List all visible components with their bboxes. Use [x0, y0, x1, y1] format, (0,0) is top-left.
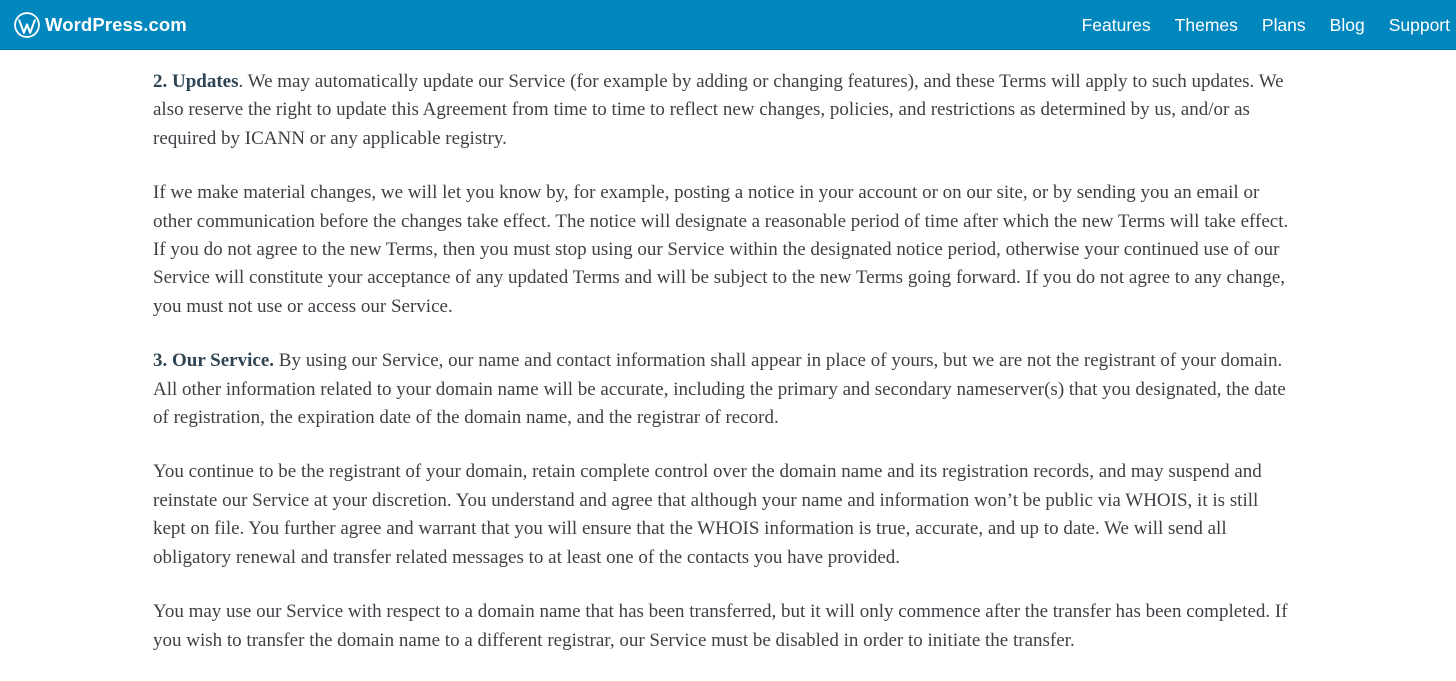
- nav-blog-link[interactable]: Blog: [1329, 15, 1365, 35]
- masterbar: [0, 0, 1456, 50]
- transfer-paragraph: [153, 598, 1293, 655]
- nav-themes-link[interactable]: Themes: [1174, 15, 1238, 35]
- transfer-text: You may use our Service with respect to a domain name that has been transferred, but it will only commence after the transfer has been completed. If you wish to transfer the domain name to a different registrar, our Service must be disabled in order to initiate the transfer.: [153, 601, 1288, 651]
- registrant-paragraph: [153, 458, 1293, 572]
- updates-paragraph: [153, 68, 1293, 153]
- our-service-paragraph: [153, 347, 1293, 432]
- nav-plans-link[interactable]: Plans: [1261, 15, 1306, 35]
- nav-features-link[interactable]: Features: [1081, 15, 1151, 35]
- wordpress-logo-icon: [14, 12, 40, 38]
- our-service-text: By using our Service, our name and contact information shall appear in place of yours, but we are not the registrant of your domain. All other information related to your domain name will be accurate, including the primary and secondary nameserver(s) that you designated, the date of registration, the expiration date of the domain name, and the registrar of record.: [153, 350, 1286, 429]
- nav-support-link[interactable]: Support: [1388, 15, 1450, 35]
- home-link[interactable]: [14, 10, 187, 40]
- material-changes-text: If we make material changes, we will let you know by, for example, posting a notice in your account or on our site, or by sending you an email or other communication before the changes take effect. The notice will designate a reasonable period of time after which the new Terms will take effect. If you do not agree to the new Terms, then you must stop using our Service within the designated notice period, otherwise your continued use of our Service will constitute your acceptance of any updated Terms and will be subject to the new Terms going forward. If you do not agree to any change, you must not use or access our Service.: [153, 182, 1289, 317]
- material-changes-paragraph: [153, 179, 1293, 321]
- brand-name: WordPress.com: [45, 14, 187, 35]
- our-service-heading: 3. Our Service.: [153, 350, 275, 372]
- registrant-text: You continue to be the registrant of your domain, retain complete control over the domain name and its registration records, and may suspend and reinstate our Service at your discretion. You understand and agree that although your name and information won’t be public via WHOIS, it is still kept on file. You further agree and warrant that you will ensure that the WHOIS information is true, accurate, and up to date. We will send all obligatory renewal and transfer related messages to at least one of the contacts you have provided.: [153, 461, 1262, 568]
- updates-heading: 2. Updates: [153, 71, 239, 92]
- main-nav: [1082, 0, 1456, 50]
- updates-text: . We may automatically update our Service (for example by adding or changing features), and these Terms will apply to such updates. We also reserve the right to update this Agreement from time to time to reflect new changes, policies, and restrictions as determined by us, and/or as required by ICANN or any applicable registry.: [153, 71, 1284, 149]
- terms-content: [153, 68, 1293, 681]
